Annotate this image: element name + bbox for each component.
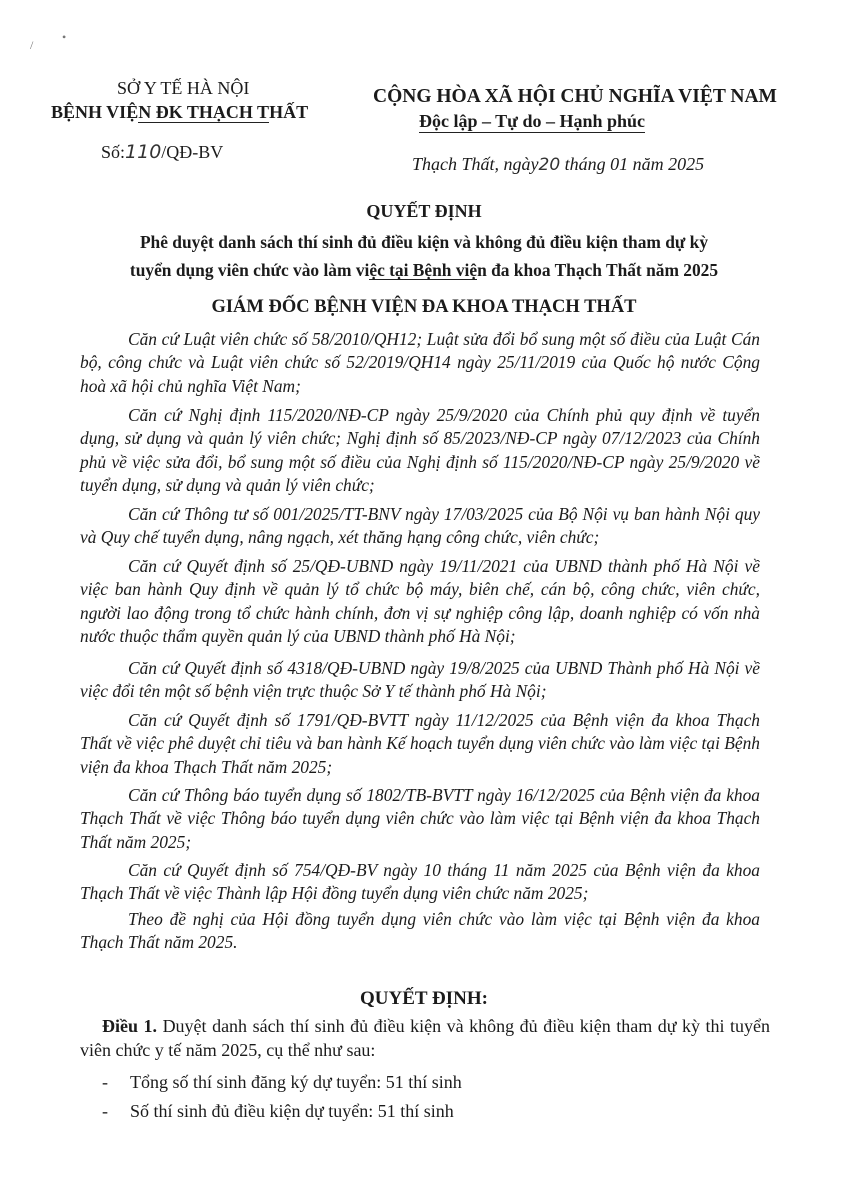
legal-basis-3: Căn cứ Thông tư số 001/2025/TT-BNV ngày 17/03/2025 của Bộ Nội vụ ban hành Nội quy và Quy chế tuyển dụng, nâng ngạch, xét thăng hạng công chức, viên chức; (80, 504, 760, 548)
handwritten-number: 110 (125, 141, 162, 163)
subject-line-2: tuyển dụng viên chức vào làm việc tại Bệnh viện đa khoa Thạch Thất năm 2025 (129, 260, 719, 280)
legal-basis-5: Căn cứ Quyết định số 4318/QĐ-UBND ngày 19/8/2025 của UBND Thành phố Hà Nội về việc đổi tên một số bệnh viện trực thuộc Sở Y tế thành phố Hà Nội; (80, 658, 760, 702)
legal-basis-8: Căn cứ Quyết định số 754/QĐ-BV ngày 10 tháng 11 năm 2025 của Bệnh viện đa khoa Thạch Thất về việc Thành lập Hội đồng tuyển dụng viên chức năm 2025; (80, 860, 760, 904)
issue-date: Thạch Thất, ngày20 tháng 01 năm 2025 (412, 154, 705, 175)
article-1 (80, 1015, 770, 1062)
legal-basis-7: Căn cứ Thông báo tuyển dụng số 1802/TB-BVTT ngày 16/12/2025 của Bệnh viện đa khoa Thạch Thất về việc Thông báo tuyển dụng viên chức vào làm việc tại Bệnh viện đa khoa Thạch Thất năm 2025; (80, 785, 760, 852)
country-name: CỘNG HÒA XÃ HỘI CHỦ NGHĨA VIỆT NAM (373, 86, 777, 107)
subject-line-1: Phê duyệt danh sách thí sinh đủ điều kiện và không đủ điều kiện tham dự kỳ (139, 232, 709, 252)
decision-heading: QUYẾT ĐỊNH: (360, 988, 488, 1009)
doc-type-title: QUYẾT ĐỊNH (366, 201, 482, 221)
national-motto: Độc lập – Tự do – Hạnh phúc (419, 111, 646, 131)
article-1-label: Điều 1. (102, 1016, 158, 1036)
hospital-name: BỆNH VIỆN ĐK THẠCH THẤT (51, 102, 309, 122)
authority-title: GIÁM ĐỐC BỆNH VIỆN ĐA KHOA THẠCH THẤT (211, 297, 637, 317)
article-1-text: Duyệt danh sách thí sinh đủ điều kiện và không đủ điều kiện tham dự kỳ thi tuyển viên chức y tế năm 2025, cụ thể như sau: (80, 1016, 771, 1060)
recommendation-basis: Theo đề nghị của Hội đồng tuyển dụng viên chức vào làm việc tại Bệnh viện đa khoa Thạch Thất năm 2025. (80, 909, 760, 953)
document-number: Số:110/QĐ-BV (101, 141, 224, 163)
scan-speck: • (62, 30, 67, 44)
legal-basis-2: Căn cứ Nghị định 115/2020/NĐ-CP ngày 25/9/2020 của Chính phủ quy định về tuyển dụng, sử dụng và quản lý viên chức; Nghị định số 85/2023/NĐ-CP ngày 07/12/2023 của Chính phủ về việc sửa đổi, bổ sung một số điều của Nghị định số 115/2020/NĐ-CP ngày 25/9/2020 về tuyển dụng, sử dụng và quản lý viên chức; (80, 405, 760, 496)
agency-name: SỞ Y TẾ HÀ NỘI (117, 78, 250, 98)
scan-speck: / (30, 38, 34, 52)
list-item: - Tổng số thí sinh đăng ký dự tuyển: 51 thí sinh (102, 1072, 462, 1092)
handwritten-day: 20 (538, 155, 561, 175)
list-item: - Số thí sinh đủ điều kiện dự tuyển: 51 thí sinh (102, 1101, 454, 1121)
legal-basis-1: Căn cứ Luật viên chức số 58/2010/QH12; Luật sửa đổi bổ sung một số điều của Luật Cán bộ, công chức và Luật viên chức số 52/2019/QH14 ngày 25/11/2019 của Quốc hộ nước Cộng hoà xã hội chủ nghĩa Việt Nam; (80, 329, 760, 396)
legal-basis-4: Căn cứ Quyết định số 25/QĐ-UBND ngày 19/11/2021 của UBND thành phố Hà Nội về việc ban hành Quy định về quản lý tổ chức bộ máy, biên chế, cán bộ, công chức, viên chức, người lao động trong tổ chức hành chính, đơn vị sự nghiệp công lập, doanh nghiệp có vốn nhà nước thuộc thẩm quyền quản lý của UBND thành phố Hà Nội; (80, 556, 760, 647)
legal-basis-6: Căn cứ Quyết định số 1791/QĐ-BVTT ngày 11/12/2025 của Bệnh viện đa khoa Thạch Thất về việc phê duyệt chỉ tiêu và ban hành Kế hoạch tuyển dụng viên chức vào làm việc tại Bệnh viện đa khoa Thạch Thất năm 2025; (80, 710, 760, 777)
